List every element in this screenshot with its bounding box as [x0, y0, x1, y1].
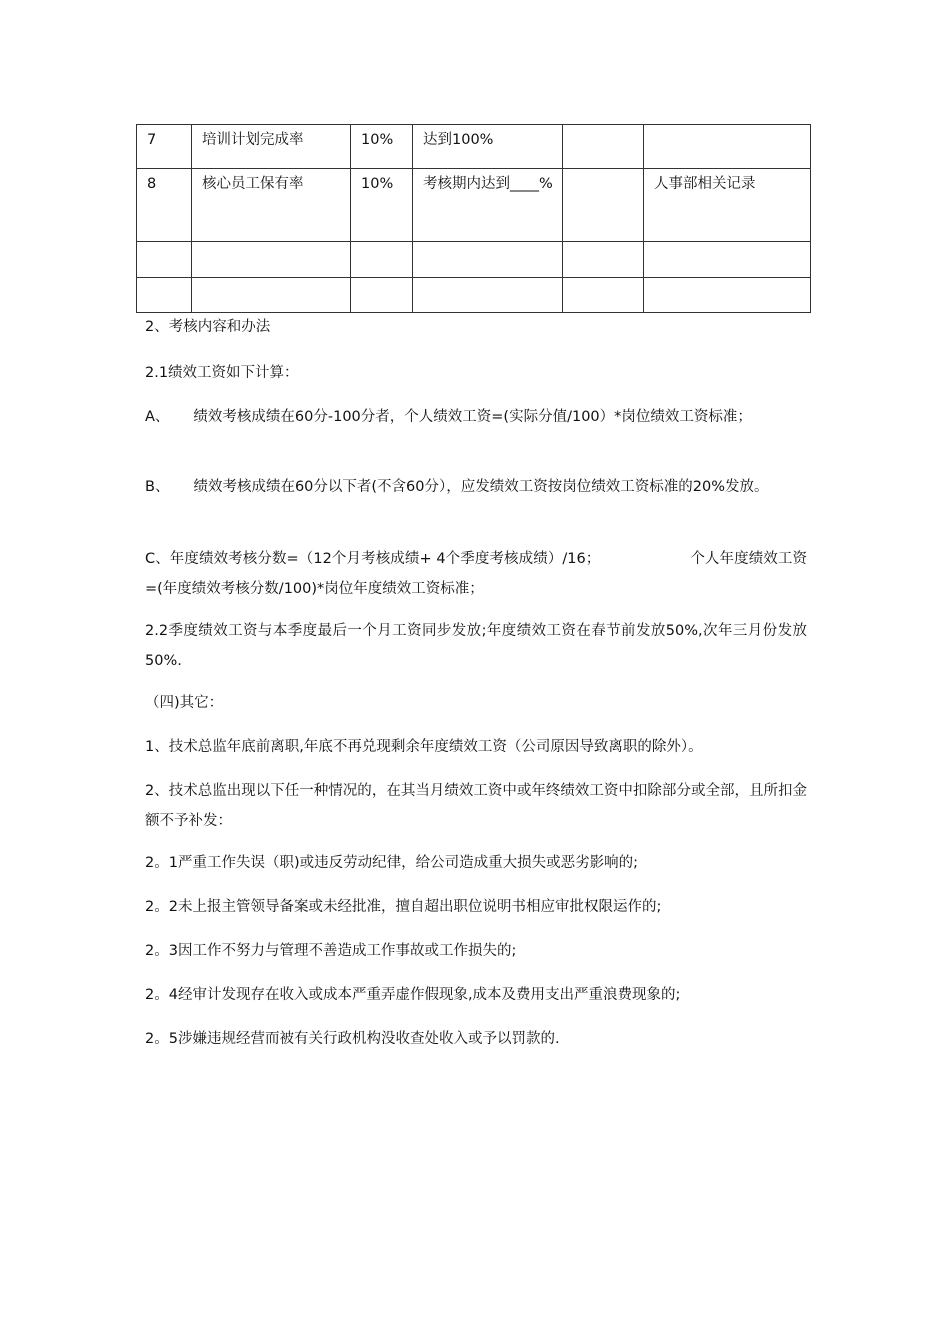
table-cell — [563, 169, 644, 242]
paragraph: 2.2季度绩效工资与本季度最后一个月工资同步发放;年度绩效工资在春节前发放50%,次年三月份发放50%. — [145, 623, 807, 669]
table-cell — [413, 278, 563, 313]
table-cell: 考核期内达到____% — [413, 169, 563, 242]
item-text: 个人年度绩效工资=(年度绩效考核分数/100)*岗位年度绩效工资标准； — [145, 551, 807, 597]
list-item: 2。1严重工作失误（职)或违反劳动纪律，给公司造成重大损失或恶劣影响的; — [145, 855, 638, 871]
item-label: B、 — [145, 479, 170, 495]
table-cell — [563, 242, 644, 278]
list-item: 2。4经审计发现存在收入或成本严重弄虚作假现象,成本及费用支出严重浪费现象的; — [145, 987, 681, 1003]
table-cell — [563, 125, 644, 169]
list-item: 2。5涉嫌违规经营而被有关行政机构没收查处收入或予以罚款的. — [145, 1031, 560, 1047]
table-cell — [192, 242, 351, 278]
table-cell — [563, 278, 644, 313]
table-row — [137, 242, 811, 278]
table-cell: 10% — [351, 169, 413, 242]
item-text: 绩效考核成绩在60分以下者(不含60分），应发绩效工资按岗位绩效工资标准的20%发放。 — [193, 479, 769, 495]
paragraph: 2.1绩效工资如下计算： — [145, 365, 299, 381]
table-cell: 核心员工保有率 — [192, 169, 351, 242]
list-item: 2。2未上报主管领导备案或未经批准，擅自超出职位说明书相应审批权限运作的; — [145, 899, 662, 915]
table-row — [137, 169, 811, 242]
kpi-table — [136, 124, 811, 313]
item-label: A、 — [145, 409, 170, 425]
table-cell: 达到100% — [413, 125, 563, 169]
paragraph: 2、技术总监出现以下任一种情况的，在其当月绩效工资中或年终绩效工资中扣除部分或全部，且所扣金额不予补发： — [145, 783, 807, 829]
section-heading: （四)其它： — [145, 695, 224, 711]
paragraph-item-a — [145, 402, 807, 432]
paragraph: 1、技术总监年底前离职,年底不再兑现剩余年度绩效工资（公司原因导致离职的除外）。 — [145, 739, 703, 755]
table-cell — [137, 242, 192, 278]
paragraph-item-c — [145, 544, 807, 604]
table-cell — [644, 242, 811, 278]
table-cell: 培训计划完成率 — [192, 125, 351, 169]
table-cell — [413, 242, 563, 278]
table-cell: 10% — [351, 125, 413, 169]
table-cell — [192, 278, 351, 313]
table-cell: 8 — [137, 169, 192, 242]
table-cell — [644, 125, 811, 169]
table-cell — [351, 242, 413, 278]
table-row — [137, 278, 811, 313]
item-text: 绩效考核成绩在60分-100分者，个人绩效工资=(实际分值/100）*岗位绩效工资标准； — [193, 409, 752, 425]
table-cell — [351, 278, 413, 313]
section-heading: 2、考核内容和办法 — [145, 319, 271, 335]
item-text: C、年度绩效考核分数=（12个月考核成绩+ 4个季度考核成绩）/16； — [145, 551, 601, 567]
paragraph-item-b — [145, 472, 807, 502]
table-cell: 人事部相关记录 — [644, 169, 811, 242]
table-cell — [644, 278, 811, 313]
table-cell — [137, 278, 192, 313]
list-item: 2。3因工作不努力与管理不善造成工作事故或工作损失的; — [145, 943, 517, 959]
table-cell: 7 — [137, 125, 192, 169]
table-row — [137, 125, 811, 169]
